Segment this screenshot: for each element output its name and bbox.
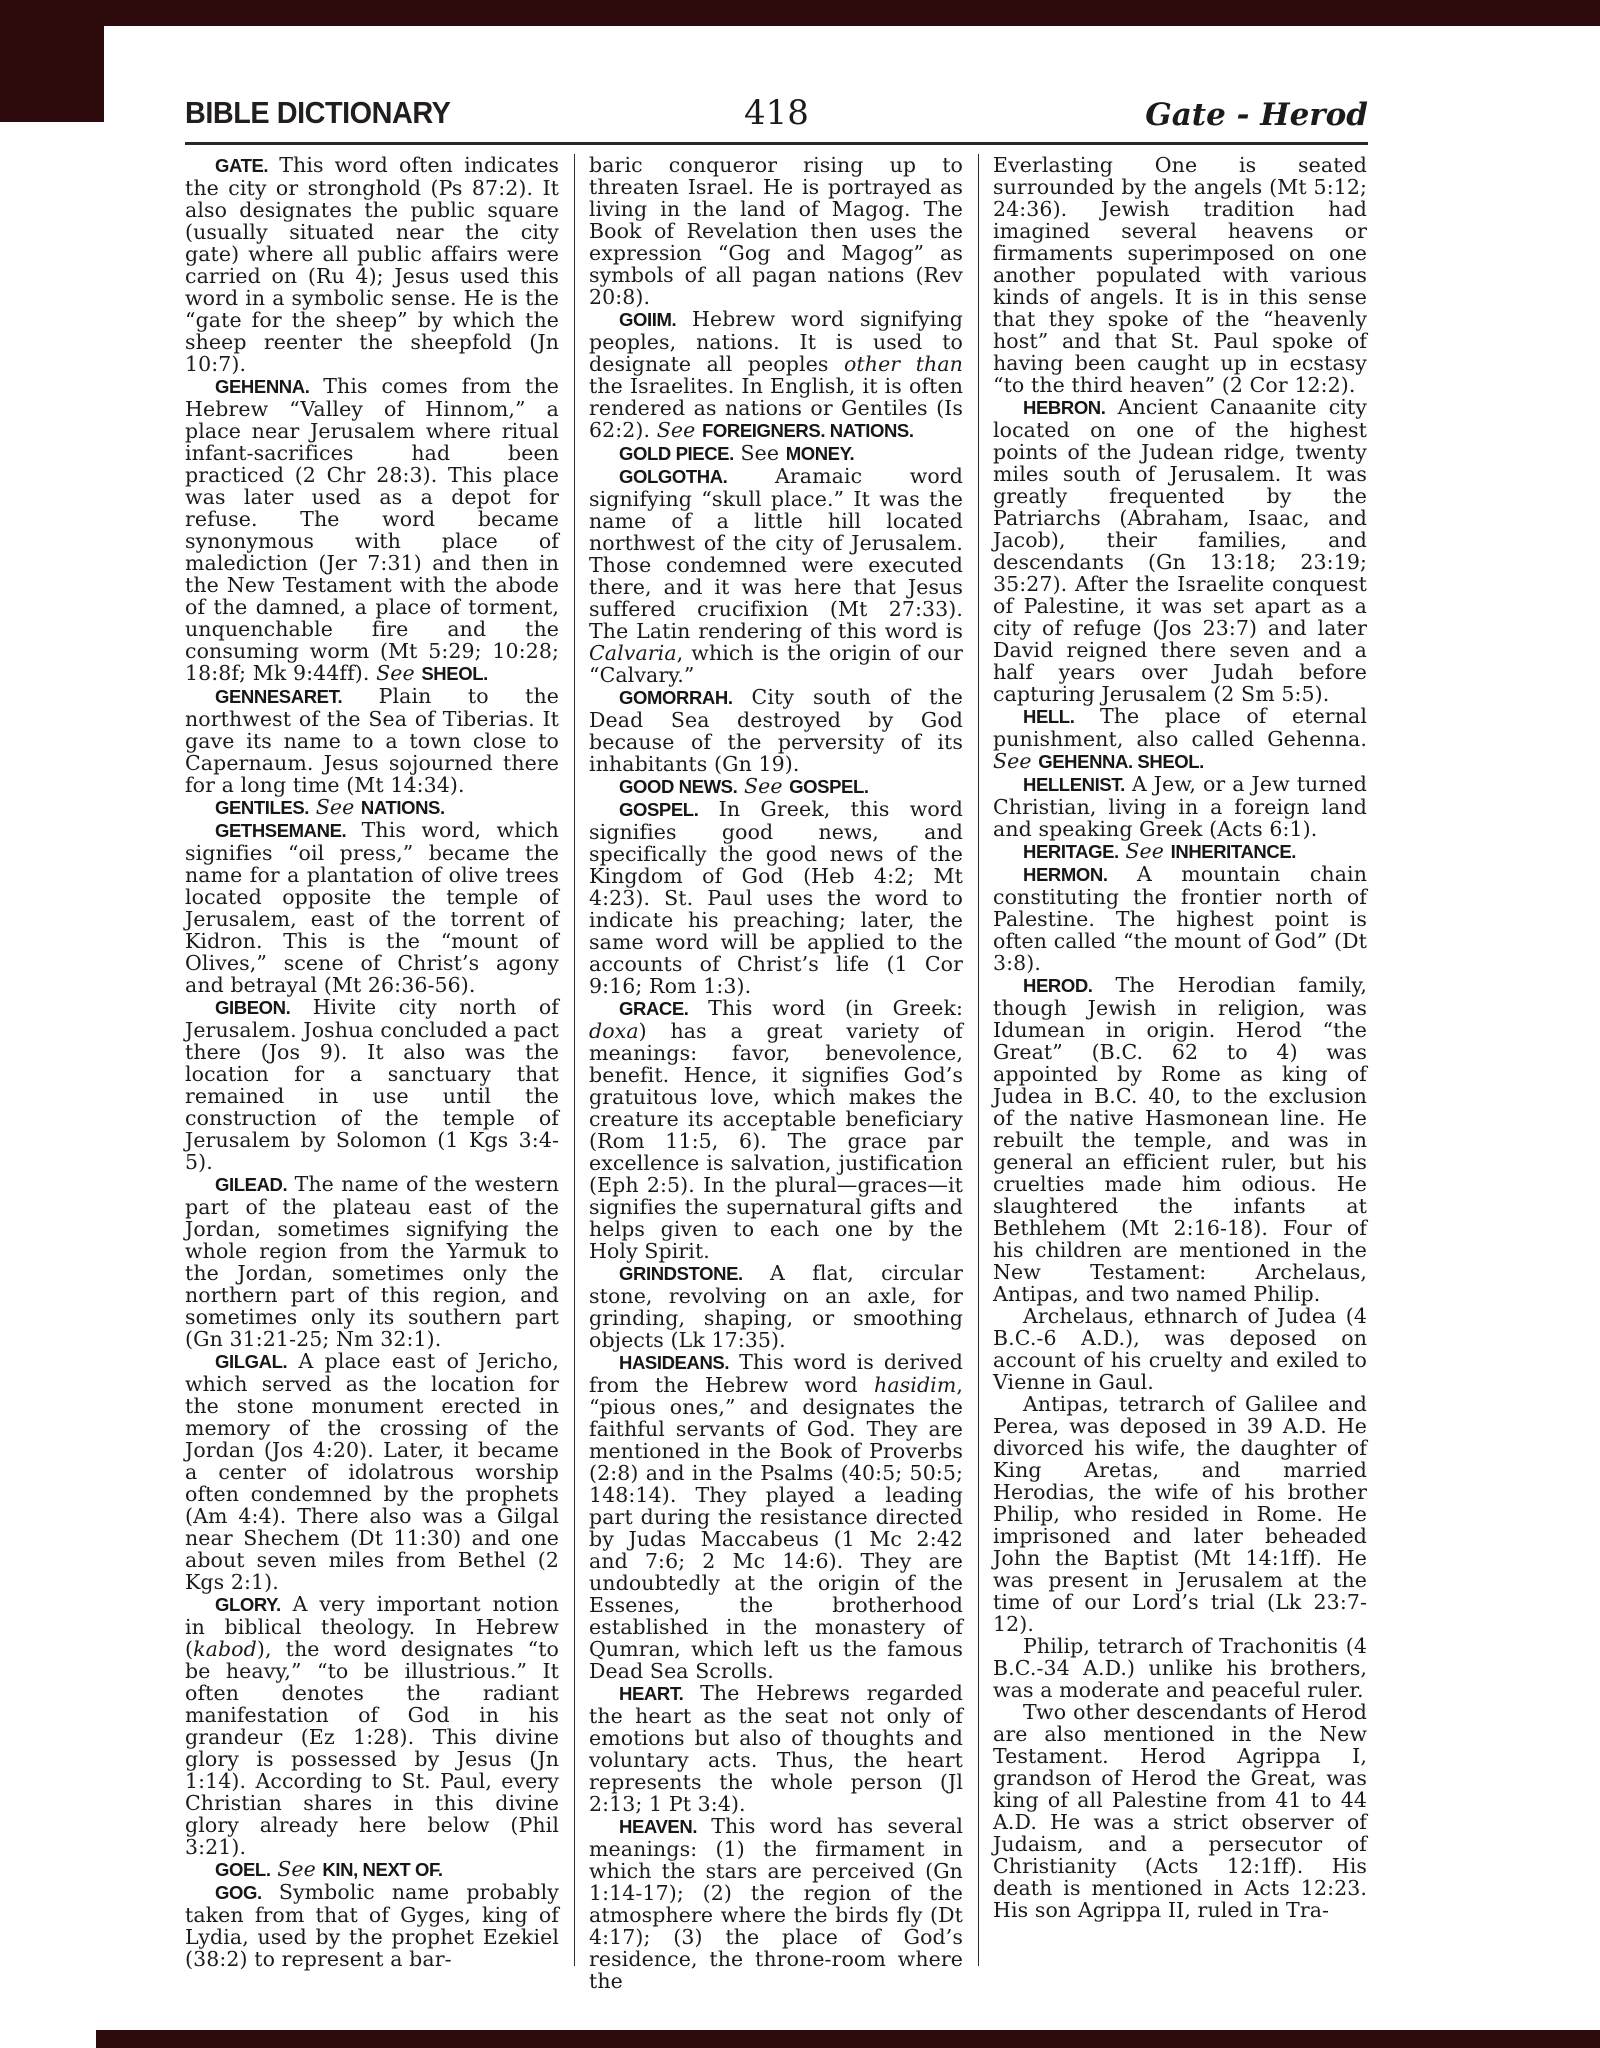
- text-run: hasidim: [874, 1373, 957, 1397]
- dictionary-entry: [185, 796, 559, 819]
- headword: HEROD.: [1023, 975, 1093, 996]
- header-rule: [185, 142, 1368, 145]
- page-header: [185, 84, 1368, 138]
- dictionary-entry: [993, 974, 1367, 1305]
- text-run: Calvaria: [589, 641, 677, 665]
- dictionary-entry: [589, 442, 963, 465]
- book-title: BIBLE DICTIONARY: [185, 95, 451, 130]
- page-range-title: Gate - Herod: [1145, 97, 1368, 133]
- text-run: ), the word designates “to be heavy,” “to be illustrious.” It often denotes the radiant manifestation of God in his grandeur (Ez 1:28). This divine glory is possessed by Jesus (Jn 1:14). According to St. Paul, every Christian shares in this divine glory already here below (Phil 3:21).: [185, 1637, 559, 1859]
- headword: GOMORRAH.: [619, 687, 733, 708]
- text-run: A mountain chain constituting the frontier north of Palestine. The highest point is often called “the mount of God” (Dt 3:8).: [993, 862, 1367, 975]
- dictionary-entry: [993, 863, 1367, 974]
- dictionary-entry: [185, 685, 559, 796]
- dictionary-entry: [185, 375, 559, 685]
- dictionary-entry: [185, 1881, 559, 1970]
- column-3: [993, 154, 1367, 1992]
- dictionary-entry: [589, 1682, 963, 1815]
- headword: GLORY.: [215, 1594, 281, 1615]
- headword: HELLENIST.: [1023, 774, 1125, 795]
- headword: HERITAGE.: [1023, 841, 1119, 862]
- headword: SHEOL.: [421, 663, 488, 684]
- text-run: The place of eternal punishment, also called Gehenna.: [993, 704, 1367, 751]
- text-run: This word often indicates the city or stronghold (Ps 87:2). It also designates the public square (usually situated near the city gate) where all public affairs were carried on (Ru 4); Jesus used this word in a symbolic sense. He is the “gate for the sheep” by which the sheep reenter the sheepfold (Jn 10:7).: [185, 153, 559, 376]
- dictionary-entry: [185, 1858, 559, 1881]
- headword: HERMON.: [1023, 864, 1108, 885]
- headword: GOSPEL.: [789, 776, 869, 797]
- text-run: Everlasting One is seated surrounded by the angels (Mt 5:12; 24:36). Jewish tradition had imagined several heavens or firmaments superimposed on one another populated with various kinds of angels. It is in this sense that they spoke of the “heavenly host” and that St. Paul spoke of having been caught up in ecstasy “to the third heaven” (2 Cor 12:2).: [993, 153, 1367, 397]
- text-run: doxa: [589, 1019, 639, 1043]
- dictionary-entry: [993, 396, 1367, 705]
- headword: GILEAD.: [215, 1174, 288, 1195]
- dictionary-entry: [993, 773, 1367, 840]
- headword: GENTILES.: [215, 797, 310, 818]
- headword: GOIIM.: [619, 309, 677, 330]
- text-run: Plain to the northwest of the Sea of Tiberias. It gave its name to a town close to Capernaum. Jesus sojourned there for a long time (Mt 14:34).: [185, 684, 559, 797]
- dictionary-entry: [185, 154, 559, 375]
- headword: KIN, NEXT OF.: [322, 1859, 443, 1880]
- scan-border-top: [0, 0, 1600, 26]
- text-run: Philip, tetrarch of Trachonitis (4 B.C.-34 A.D.) unlike his brothers, was a moderate and peaceful ruler.: [993, 1634, 1367, 1702]
- text-run: The Hebrews regarded the heart as the seat not only of emotions but also of thoughts and voluntary acts. Thus, the heart represents the whole person (Jl 2:13; 1 Pt 3:4).: [589, 1681, 963, 1816]
- headword: HEAVEN.: [619, 1816, 698, 1837]
- text-run: In Greek, this word signifies good news, and specifically the good news of the Kingdom of God (Heb 4:2; Mt 4:23). St. Paul uses the word to indicate his preaching; later, the same word will be applied to the accounts of Christ’s life (1 Cor 9:16; Rom 1:3).: [589, 797, 963, 998]
- text-run: See: [376, 661, 415, 685]
- text-run: A place east of Jericho, which served as the location for the stone monument erected in memory of the crossing of the Jordan (Jos 4:20). Later, it became a center of idolatrous worship often condemned by the prophets (Am 4:4). There also was a Gilgal near Shechem (Dt 11:30) and one about seven miles from Bethel (2 Kgs 2:1).: [185, 1349, 559, 1594]
- dictionary-columns: [185, 154, 1368, 1992]
- text-run: See: [733, 441, 786, 465]
- dictionary-entry: [993, 840, 1367, 863]
- dictionary-entry: [993, 1305, 1367, 1393]
- dictionary-entry: [185, 996, 559, 1173]
- headword: GRINDSTONE.: [619, 1263, 743, 1284]
- text-run: See: [1125, 839, 1164, 863]
- text-run: the Israelites. In English, it is often rendered as nations or Gentiles (Is 62:2).: [589, 374, 963, 442]
- text-run: See: [277, 1857, 316, 1881]
- text-run: Ancient Canaanite city located on one of the highest points of the Judean ridge, twenty miles south of Jerusalem. It was greatly frequented by the Patriarchs (Abraham, Isaac, and Jacob), their families, and descendants (Gn 13:18; 23:19; 35:27). After the Israelite conquest of Palestine, it was set apart as a city of refuge (Jos 23:7) and later David reigned there seven and a half years over Judah before capturing Jerusalem (2 Sm 5:5).: [993, 395, 1367, 706]
- dictionary-entry: [185, 1593, 559, 1858]
- text-run: This comes from the Hebrew “Valley of Hinnom,” a place near Jerusalem where ritual infant-sacrifices had been practiced (2 Chr 28:3). This place was later used as a depot for refuse. The word became synonymous with place of malediction (Jer 7:31) and then in the New Testament with the abode of the damned, a place of torment, unquenchable fire and the consuming worm (Mt 5:29; 10:28; 18:8f; Mk 9:44ff).: [185, 374, 559, 685]
- text-run: [1164, 839, 1171, 863]
- column-2: [589, 154, 963, 1992]
- text-run: A Jew, or a Jew turned Christian, living in a foreign land and speaking Greek (Acts 6:1).: [993, 772, 1367, 841]
- dictionary-entry: [589, 1815, 963, 1992]
- text-run: This word, which signifies “oil press,” became the name for a plantation of olive trees located opposite the temple of Jerusalem, east of the torrent of Kidron. This is the “mount of Olives,” scene of Christ’s agony and betrayal (Mt 26:36-56).: [185, 818, 559, 997]
- text-run: See: [315, 795, 355, 819]
- text-run: other than: [843, 352, 963, 376]
- text-run: [737, 774, 744, 798]
- scan-border-top-left: [0, 0, 104, 122]
- text-run: Symbolic name probably taken from that of Gyges, king of Lydia, used by the prophet Ezekiel (38:2) to represent a bar-: [185, 1880, 559, 1971]
- dictionary-entry: [185, 1173, 559, 1350]
- headword: GETHSEMANE.: [215, 820, 347, 841]
- headword: HEART.: [619, 1683, 684, 1704]
- headword: GRACE.: [619, 998, 689, 1019]
- text-run: Archelaus, ethnarch of Judea (4 B.C.-6 A.D.), was deposed on account of his cruelty and exiled to Vienne in Gaul.: [993, 1304, 1367, 1394]
- headword: GOLGOTHA.: [619, 466, 728, 487]
- headword: GOEL.: [215, 1859, 271, 1880]
- text-run: Hebrew word signifying peoples, nations. It is used to designate all peoples: [589, 307, 963, 376]
- dictionary-entry: [589, 308, 963, 442]
- text-run: This word is derived from the Hebrew word: [589, 1350, 963, 1397]
- dictionary-entry: [993, 154, 1367, 396]
- headword: GOLD PIECE.: [619, 443, 734, 464]
- headword: HEBRON.: [1023, 397, 1106, 418]
- dictionary-entry: [589, 1351, 963, 1682]
- dictionary-entry: [185, 1350, 559, 1593]
- dictionary-entry: [993, 1701, 1367, 1921]
- column-divider-1: [574, 154, 575, 1966]
- column-divider-2: [978, 154, 979, 1966]
- headword: FOREIGNERS. NATIONS.: [702, 420, 914, 441]
- text-run: Antipas, tetrarch of Galilee and Perea, was deposed in 39 A.D. He divorced his wife, the daughter of King Aretas, and married Herodias, the wife of his brother Philip, who resided in Rome. He imprisoned and later beheaded John the Baptist (Mt 14:1ff). He was present in Jerusalem at the time of our Lord’s trial (Lk 23:7-12).: [993, 1392, 1367, 1636]
- headword: HASIDEANS.: [619, 1352, 730, 1373]
- text-run: ) has a great variety of meanings: favor, benevolence, benefit. Hence, it signifies God’s gratuitous love, which makes the creature its acceptable beneficiary (Rom 11:5, 6). The grace par excellence is salvation, justification (Eph 2:5). In the plural—graces—it signifies the supernatural gifts and helps given to each one by the Holy Spirit.: [589, 1019, 963, 1263]
- headword: GILGAL.: [215, 1351, 288, 1372]
- dictionary-entry: [185, 819, 559, 996]
- text-run: This word has several meanings: (1) the firmament in which the stars are perceived (Gn 1:14-17); (2) the region of the atmosphere where the birds fly (Dt 4:17); (3) the place of God’s residence, the throne-room where the: [589, 1814, 963, 1993]
- text-run: , “pious ones,” and designates the faithful servants of God. They are mentioned in the Book of Proverbs (2:8) and in the Psalms (40:5; 50:5; 148:14). They played a leading part during the resistance directed by Judas Maccabeus (1 Mc 2:42 and 7:6; 2 Mc 14:6). They are undoubtedly at the origin of the Essenes, the brotherhood established in the monastery of Qumran, which left us the famous Dead Sea Scrolls.: [589, 1373, 963, 1683]
- text-run: [695, 418, 702, 442]
- headword: GOOD NEWS.: [619, 776, 738, 797]
- text-run: [354, 795, 361, 819]
- dictionary-entry: [993, 705, 1367, 773]
- text-run: The Herodian family, though Jewish in religion, was Idumean in origin. Herod “the Great” (B.C. 62 to 4) was appointed by Rome as king of Judea in B.C. 40, to the exclusion of the native Hasmonean line. He rebuilt the temple, and was in general an efficient ruler, but his cruelties made him odious. He slaughtered the infants at Bethlehem (Mt 2:16-18). Four of his children are mentioned in the New Testament: Archelaus, Antipas, and two named Philip.: [993, 973, 1367, 1306]
- page-number: 418: [744, 93, 809, 133]
- text-run: See: [656, 418, 696, 442]
- headword: GEHENNA. SHEOL.: [1038, 751, 1204, 772]
- dictionary-entry: [589, 997, 963, 1262]
- text-run: The name of the western part of the plateau east of the Jordan, sometimes signifying the whole region from the Yarmuk to the Jordan, sometimes only the northern part of this region, and sometimes only its southern part (Gn 31:21-25; Nm 32:1).: [185, 1172, 559, 1351]
- headword: HELL.: [1023, 706, 1075, 727]
- column-1: [185, 154, 559, 1992]
- dictionary-entry: [589, 465, 963, 686]
- text-run: Aramaic word signifying “skull place.” It was the name of a little hill located northwest of the city of Jerusalem. Those condemned were executed there, and it was here that Jesus suffered crucifixion (Mt 27:33). The Latin rendering of this word is: [589, 464, 963, 643]
- dictionary-entry: [589, 798, 963, 997]
- text-run: City south of the Dead Sea destroyed by God because of the perversity of its inhabitants (Gn 19).: [589, 685, 963, 776]
- text-run: Two other descendants of Herod are also mentioned in the New Testament. Herod Agrippa I, grandson of Herod the Great, was king of all Palestine from 41 to 44 A.D. He was a strict observer of Judaism, and a persecutor of Christianity (Acts 12:1ff). His death is mentioned in Acts 12:23. His son Agrippa II, ruled in Tra-: [993, 1700, 1367, 1922]
- headword: GEHENNA.: [215, 376, 310, 397]
- text-run: baric conqueror rising up to threaten Israel. He is portrayed as living in the land of Magog. The Book of Revelation then uses the expression “Gog and Magog” as symbols of all pagan nations (Rev 20:8).: [589, 153, 963, 309]
- text-run: , which is the origin of our “Calvary.”: [589, 641, 963, 687]
- text-run: Hivite city north of Jerusalem. Joshua concluded a pact there (Jos 9). It also was the location for a sanctuary that remained in use until the construction of the temple of Jerusalem by Solomon (1 Kgs 3:4-5).: [185, 995, 559, 1174]
- headword: GIBEON.: [215, 997, 291, 1018]
- headword: GOG.: [215, 1882, 262, 1903]
- dictionary-entry: [993, 1635, 1367, 1701]
- headword: MONEY.: [785, 443, 855, 464]
- text-run: kabod: [193, 1637, 257, 1661]
- headword: GATE.: [215, 155, 269, 176]
- dictionary-entry: [589, 154, 963, 308]
- text-run: See: [993, 749, 1032, 773]
- headword: NATIONS.: [360, 797, 445, 818]
- dictionary-entry: [589, 1262, 963, 1351]
- text-run: This word (in Greek:: [688, 996, 963, 1020]
- headword: GENNESARET.: [215, 686, 343, 707]
- text-run: A very important notion in biblical theology. In Hebrew (: [185, 1592, 559, 1661]
- headword: INHERITANCE.: [1170, 841, 1297, 862]
- text-run: See: [743, 774, 783, 798]
- text-run: A flat, circular stone, revolving on an axle, for grinding, shaping, or smoothing objects (Lk 17:35).: [589, 1261, 963, 1352]
- scan-border-bottom: [96, 2030, 1600, 2048]
- headword: GOSPEL.: [619, 799, 699, 820]
- dictionary-entry: [589, 686, 963, 775]
- dictionary-entry: [589, 775, 963, 798]
- dictionary-entry: [993, 1393, 1367, 1635]
- text-run: [309, 795, 316, 819]
